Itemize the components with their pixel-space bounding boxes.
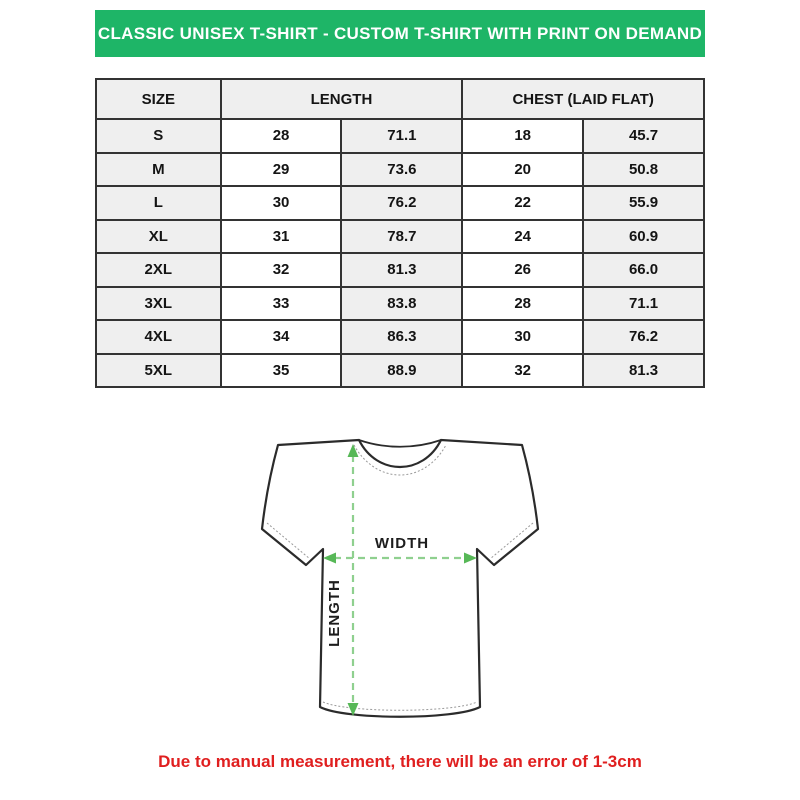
tshirt-measurement-diagram	[95, 430, 705, 750]
column-header-length: LENGTH	[221, 79, 463, 119]
measurement-error-note: Due to manual measurement, there will be an error of 1-3cm	[158, 752, 642, 771]
size-chart-table	[95, 78, 705, 388]
cell-length-cm: 71.1	[341, 119, 462, 153]
table-header-row	[96, 79, 704, 119]
cell-length-in: 32	[221, 253, 342, 287]
cell-length-in: 30	[221, 186, 342, 220]
cell-length-cm: 81.3	[341, 253, 462, 287]
cell-chest-cm: 45.7	[583, 119, 704, 153]
cell-length-in: 29	[221, 153, 342, 187]
table-row	[96, 354, 704, 388]
table-row	[96, 253, 704, 287]
cell-size: 4XL	[96, 320, 221, 354]
cell-chest-in: 30	[462, 320, 583, 354]
cell-size: M	[96, 153, 221, 187]
cell-length-cm: 76.2	[341, 186, 462, 220]
column-header-chest: CHEST (LAID FLAT)	[462, 79, 704, 119]
cell-length-in: 28	[221, 119, 342, 153]
page-content	[95, 0, 705, 772]
cell-length-cm: 78.7	[341, 220, 462, 254]
cell-chest-cm: 81.3	[583, 354, 704, 388]
page-title: CLASSIC UNISEX T-SHIRT - CUSTOM T-SHIRT WITH PRINT ON DEMAND	[97, 23, 703, 43]
length-arrow-label: LENGTH	[326, 579, 343, 647]
cell-length-in: 31	[221, 220, 342, 254]
title-banner	[95, 10, 705, 57]
cell-chest-cm: 50.8	[583, 153, 704, 187]
cell-size: 2XL	[96, 253, 221, 287]
column-header-size: SIZE	[96, 79, 221, 119]
cell-length-cm: 86.3	[341, 320, 462, 354]
cell-chest-cm: 71.1	[583, 287, 704, 321]
cell-chest-cm: 55.9	[583, 186, 704, 220]
cell-length-in: 33	[221, 287, 342, 321]
cell-length-cm: 73.6	[341, 153, 462, 187]
cell-chest-cm: 66.0	[583, 253, 704, 287]
cell-size: 3XL	[96, 287, 221, 321]
cell-size: 5XL	[96, 354, 221, 388]
cell-chest-in: 24	[462, 220, 583, 254]
table-row	[96, 153, 704, 187]
collar-back-line	[359, 440, 441, 447]
cell-chest-in: 28	[462, 287, 583, 321]
cell-chest-in: 18	[462, 119, 583, 153]
cell-length-in: 34	[221, 320, 342, 354]
cell-size: L	[96, 186, 221, 220]
cell-chest-in: 32	[462, 354, 583, 388]
cell-chest-in: 22	[462, 186, 583, 220]
table-row	[96, 119, 704, 153]
tshirt-diagram-svg	[240, 430, 560, 750]
table-row	[96, 186, 704, 220]
tshirt-outline	[262, 440, 538, 717]
cell-chest-cm: 60.9	[583, 220, 704, 254]
cell-chest-cm: 76.2	[583, 320, 704, 354]
cell-size: XL	[96, 220, 221, 254]
cell-chest-in: 20	[462, 153, 583, 187]
table-row	[96, 320, 704, 354]
cell-size: S	[96, 119, 221, 153]
table-row	[96, 287, 704, 321]
cell-chest-in: 26	[462, 253, 583, 287]
cell-length-cm: 83.8	[341, 287, 462, 321]
width-arrow-label: WIDTH	[374, 535, 430, 552]
cell-length-in: 35	[221, 354, 342, 388]
cell-length-cm: 88.9	[341, 354, 462, 388]
table-row	[96, 220, 704, 254]
